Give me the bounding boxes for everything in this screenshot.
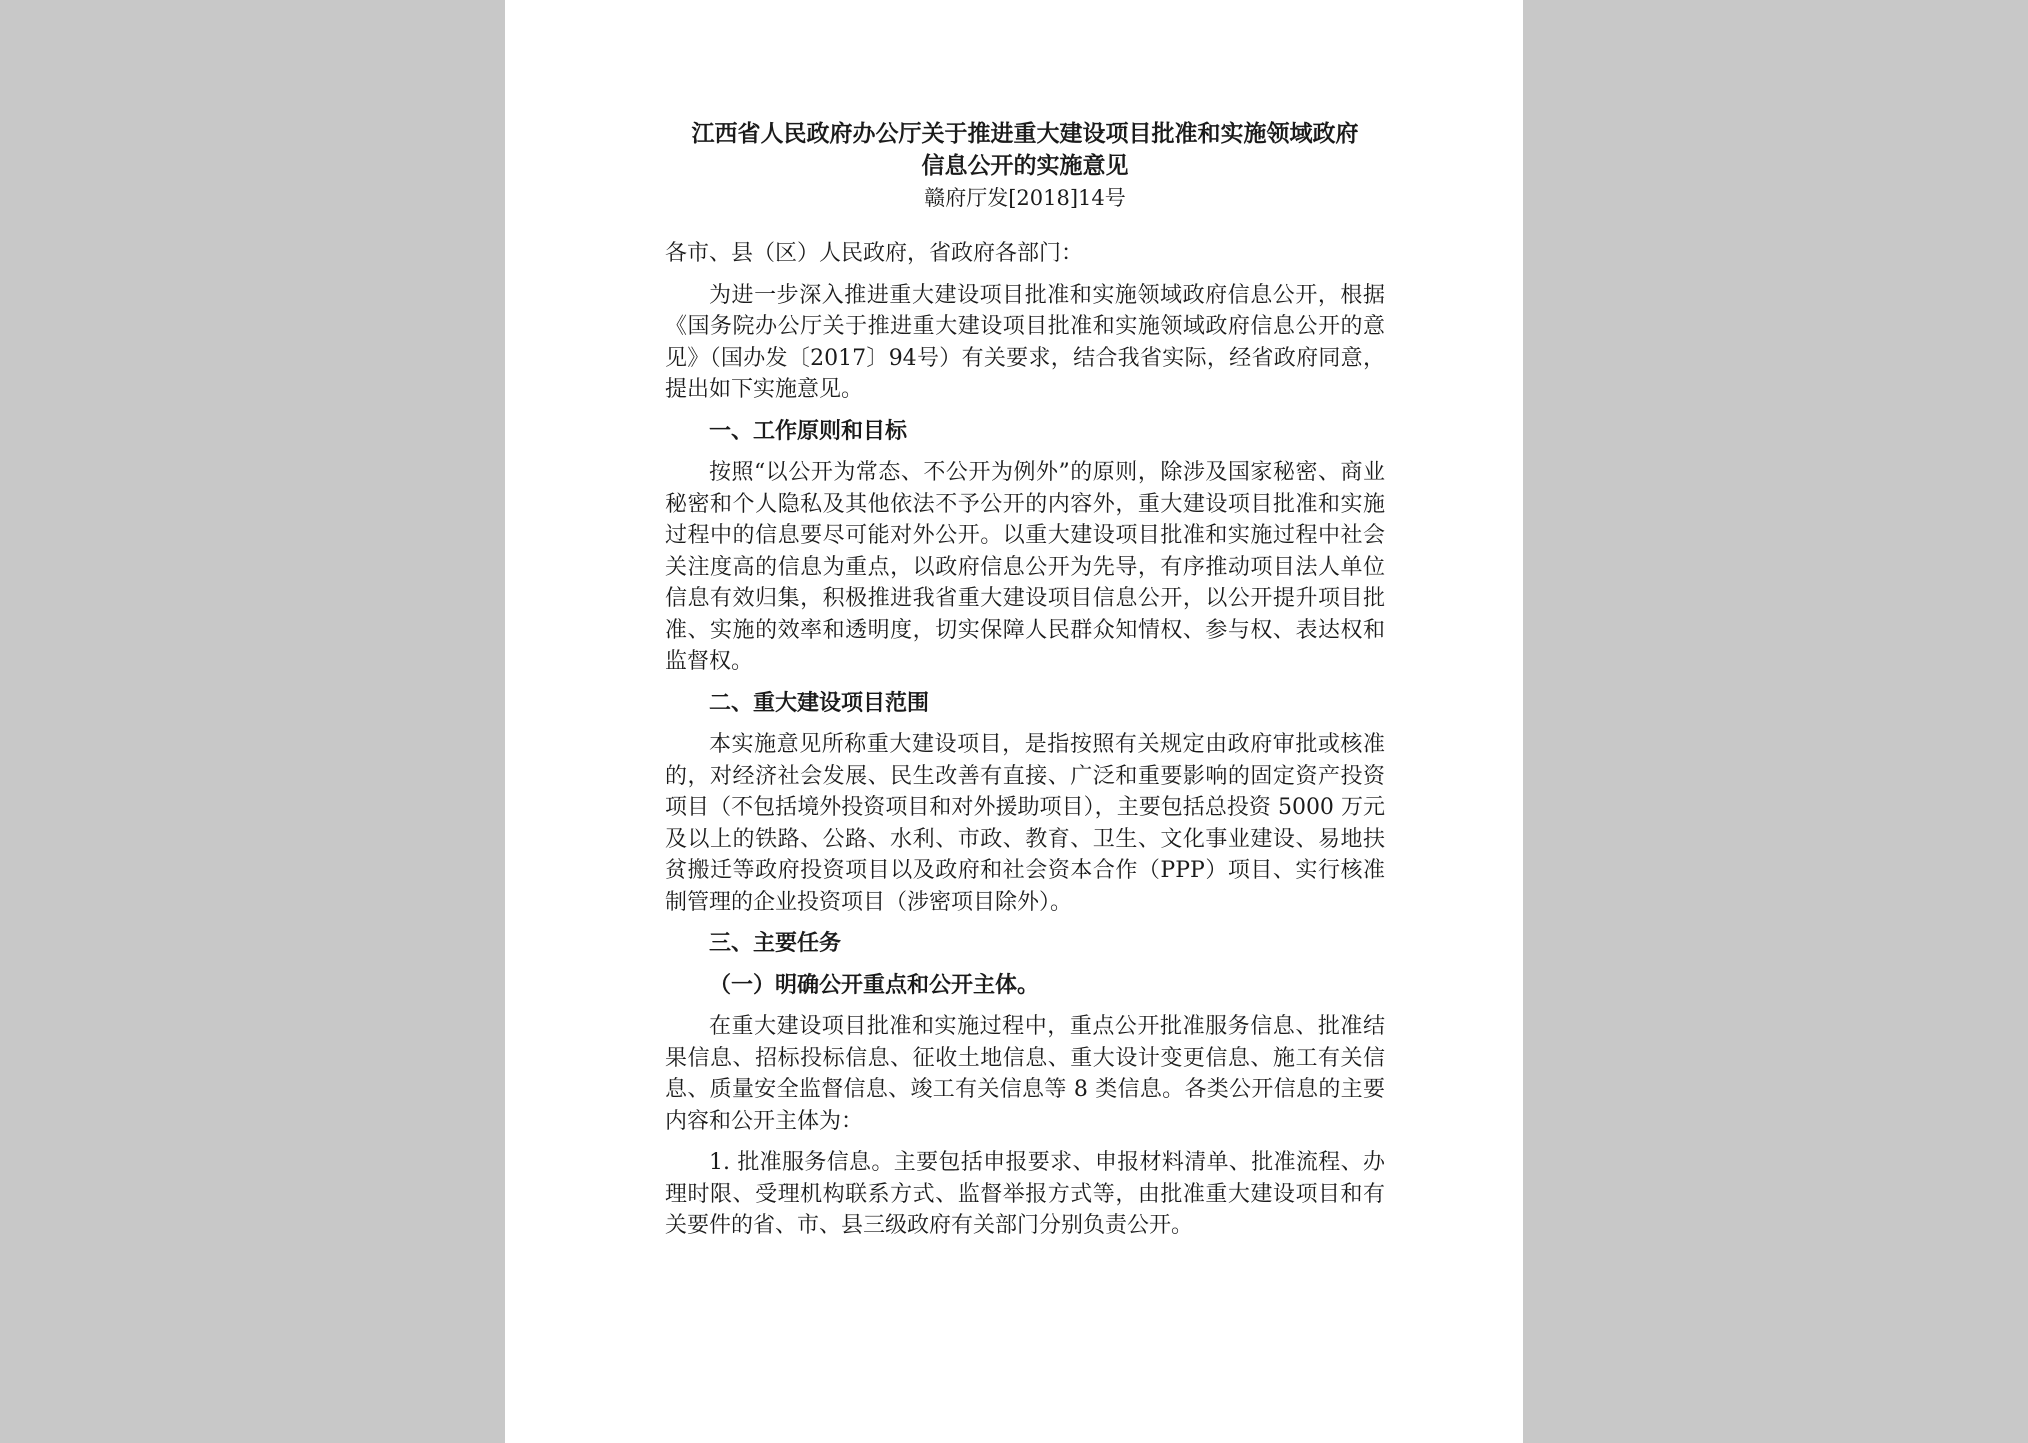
document-title-line2: 信息公开的实施意见 — [921, 152, 1129, 179]
section1-paragraph: 按照“以公开为常态、不公开为例外”的原则，除涉及国家秘密、商业秘密和个人隐私及其他依法不予公开的内容外，重大建设项目批准和实施过程中的信息要尽可能对外公开。以重大建设项目批准和实施过程中社会关注度高的信息为重点，以政府信息公开为先导，有序推动项目法人单位信息有效归集，积极推进我省重大建设项目信息公开，以公开提升项目批准、实施的效率和透明度，切实保障人民群众知情权、参与权、表达权和监督权。 — [665, 460, 1385, 674]
document-page — [505, 0, 1523, 1443]
salutation: 各市、县（区）人民政府，省政府各部门： — [665, 241, 1084, 266]
intro-paragraph: 为进一步深入推进重大建设项目批准和实施领域政府信息公开，根据《国务院办公厅关于推进重大建设项目批准和实施领域政府信息公开的意见》（国办发〔2017〕94号）有关要求，结合我省实际，经省政府同意，提出如下实施意见。 — [665, 282, 1385, 402]
section1-heading: 一、工作原则和目标 — [709, 417, 908, 444]
item1-paragraph: 1. 批准服务信息。主要包括申报要求、申报材料清单、批准流程、办理时限、受理机构联系方式、监督举报方式等，由批准重大建设项目和有关要件的省、市、县三级政府有关部门分别负责公开。 — [665, 1150, 1385, 1238]
section2-heading: 二、重大建设项目范围 — [709, 689, 930, 716]
document-body — [665, 118, 1385, 1252]
document-title-line1: 江西省人民政府办公厅关于推进重大建设项目批准和实施领域政府 — [691, 120, 1359, 147]
subsection1-heading: （一）明确公开重点和公开主体。 — [709, 971, 1040, 998]
subsection1-paragraph: 在重大建设项目批准和实施过程中，重点公开批准服务信息、批准结果信息、招标投标信息、征收土地信息、重大设计变更信息、施工有关信息、质量安全监督信息、竣工有关信息等 8 类信息。各类公开信息的主要内容和公开主体为： — [665, 1014, 1385, 1134]
section2-paragraph: 本实施意见所称重大建设项目，是指按照有关规定由政府审批或核准的，对经济社会发展、民生改善有直接、广泛和重要影响的固定资产投资项目（不包括境外投资项目和对外援助项目），主要包括总投资 5000 万元及以上的铁路、公路、水利、市政、教育、卫生、文化事业建设、易地扶贫搬迁等政府投资项目以及政府和社会资本合作（PPP）项目、实行核准制管理的企业投资项目（涉密项目除外）。 — [665, 732, 1385, 915]
section3-heading: 三、主要任务 — [709, 930, 842, 956]
document-number: 赣府厅发[2018]14号 — [924, 186, 1126, 210]
